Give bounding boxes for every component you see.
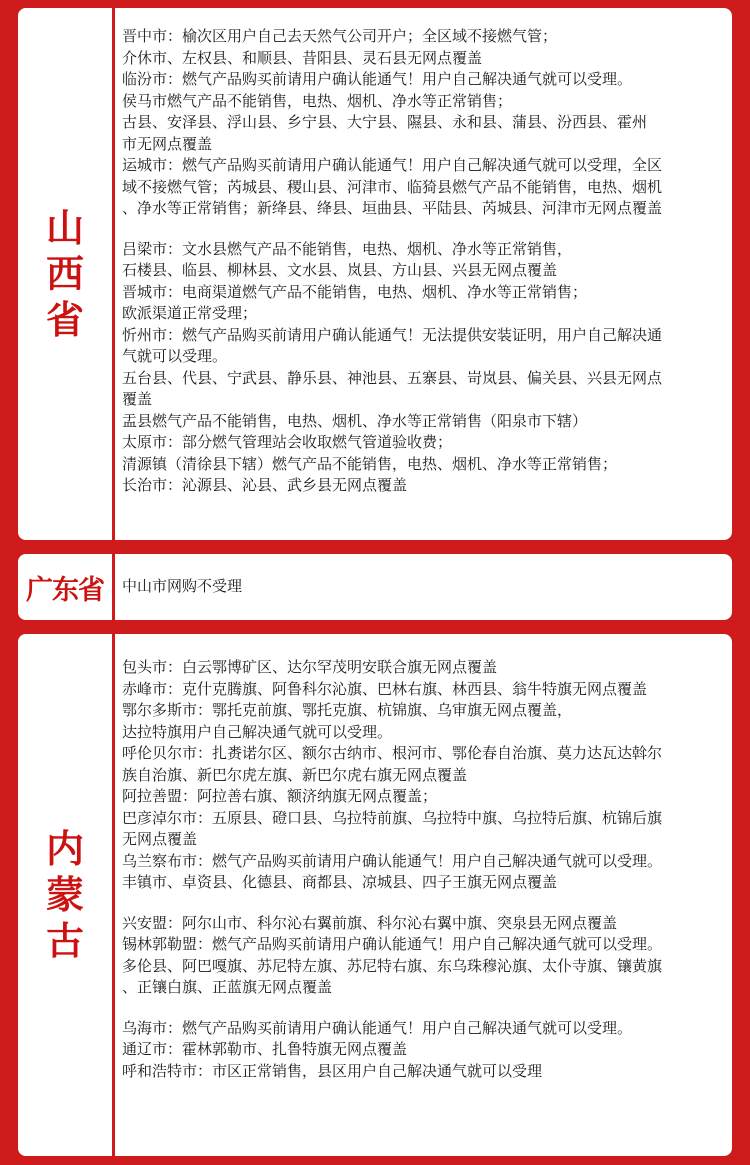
- info-line: 多伦县、阿巴嘎旗、苏尼特左旗、苏尼特右旗、东乌珠穆沁旗、太仆寺旗、镶黄旗: [122, 956, 663, 975]
- province-label-box: [18, 634, 112, 1156]
- info-line: 鄂尔多斯市：鄂托克前旗、鄂托克旗、杭锦旗、乌审旗无网点覆盖，: [122, 701, 573, 719]
- paragraph-gap: [122, 999, 720, 1018]
- info-line: 、净水等正常销售；新绛县、绛县、垣曲县、平陆县、芮城县、河津市无网点覆盖: [122, 199, 663, 217]
- section-guangdong: [18, 554, 732, 620]
- info-line: 晋城市：电商渠道燃气产品不能销售，电热、烟机、净水等正常销售；: [122, 282, 588, 301]
- province-label-box: [18, 8, 112, 540]
- info-line: 、正镶白旗、正蓝旗无网点覆盖: [122, 978, 333, 996]
- info-line: 达拉特旗用户自己解决通气就可以受理。: [122, 722, 393, 741]
- info-line: 盂县燃气产品不能销售，电热、烟机、净水等正常销售（阳泉市下辖）: [122, 411, 588, 430]
- section-divider: [112, 8, 115, 540]
- info-line: 呼伦贝尔市：扎赉诺尔区、额尔古纳市、根河市、鄂伦春自治旗、莫力达瓦达斡尔: [122, 744, 663, 762]
- info-line: 欧派渠道正常受理；: [122, 304, 258, 322]
- section-content: [122, 26, 720, 497]
- section-content: [122, 576, 720, 598]
- section-divider: [112, 634, 115, 1156]
- info-line: 族自治旗、新巴尔虎左旗、新巴尔虎右旗无网点覆盖: [122, 765, 468, 784]
- info-line: 覆盖: [122, 390, 153, 408]
- section-divider: [112, 554, 115, 620]
- info-line: 长治市：沁源县、沁县、武乡县无网点覆盖: [122, 476, 408, 494]
- info-line: 五台县、代县、宁武县、静乐县、神池县、五寨县、岢岚县、偏关县、兴县无网点: [122, 368, 663, 387]
- info-line: 清源镇（清徐县下辖）燃气产品不能销售，电热、烟机、净水等正常销售；: [122, 454, 618, 473]
- info-line: 临汾市：燃气产品购买前请用户确认能通气！用户自己解决通气就可以受理。: [122, 70, 633, 88]
- info-line: 赤峰市：克什克腾旗、阿鲁科尔沁旗、巴林右旗、林西县、翁牛特旗无网点覆盖: [122, 679, 648, 698]
- info-line: 介休市、左权县、和顺县、昔阳县、灵石县无网点覆盖: [122, 48, 483, 67]
- info-line: 古县、安泽县、浮山县、乡宁县、大宁县、隰县、永和县、蒲县、汾西县、霍州: [122, 113, 648, 131]
- info-line: 吕梁市：文水县燃气产品不能销售，电热、烟机、净水等正常销售，: [122, 239, 573, 258]
- section-shanxi: [18, 8, 732, 540]
- info-line: 忻州市：燃气产品购买前请用户确认能通气！无法提供安装证明，用户自己解决通: [122, 325, 663, 344]
- paragraph-gap: [122, 894, 720, 913]
- province-label-box: [18, 554, 112, 620]
- section-inner-mongolia: [18, 634, 732, 1156]
- info-line: 中山市网购不受理: [122, 577, 243, 595]
- info-line: 乌兰察布市：燃气产品购买前请用户确认能通气！用户自己解决通气就可以受理。: [122, 851, 663, 870]
- info-line: 丰镇市、卓资县、化德县、商都县、凉城县、四子王旗无网点覆盖: [122, 873, 558, 891]
- info-line: 阿拉善盟：阿拉善右旗、额济纳旗无网点覆盖；: [122, 787, 438, 805]
- info-line: 气就可以受理。: [122, 347, 228, 365]
- info-line: 锡林郭勒盟：燃气产品购买前请用户确认能通气！用户自己解决通气就可以受理。: [122, 935, 663, 953]
- info-line: 呼和浩特市：市区正常销售，县区用户自己解决通气就可以受理: [122, 1061, 543, 1080]
- paragraph-gap: [122, 220, 720, 239]
- info-line: 市无网点覆盖: [122, 134, 213, 153]
- province-name: 广东省: [26, 574, 104, 606]
- section-content: [122, 657, 720, 1082]
- info-line: 晋中市：榆次区用户自己去天然气公司开户；全区域不接燃气管；: [122, 27, 558, 45]
- province-name: 内蒙古: [45, 827, 84, 963]
- info-line: 域不接燃气管；芮城县、稷山县、河津市、临猗县燃气产品不能销售，电热、烟机: [122, 177, 663, 196]
- info-line: 包头市：白云鄂博矿区、达尔罕茂明安联合旗无网点覆盖: [122, 658, 498, 676]
- province-name: 山西省: [45, 206, 84, 342]
- info-line: 兴安盟：阿尔山市、科尔沁右翼前旗、科尔沁右翼中旗、突泉县无网点覆盖: [122, 913, 618, 932]
- info-line: 太原市：部分燃气管理站会收取燃气管道验收费；: [122, 433, 453, 451]
- info-line: 巴彦淖尔市：五原县、磴口县、乌拉特前旗、乌拉特中旗、乌拉特后旗、杭锦后旗: [122, 808, 663, 827]
- info-line: 乌海市：燃气产品购买前请用户确认能通气！用户自己解决通气就可以受理。: [122, 1018, 633, 1037]
- info-line: 运城市：燃气产品购买前请用户确认能通气！用户自己解决通气就可以受理，全区: [122, 156, 663, 174]
- info-line: 无网点覆盖: [122, 830, 198, 848]
- info-line: 通辽市：霍林郭勒市、扎鲁特旗无网点覆盖: [122, 1040, 408, 1058]
- info-line: 侯马市燃气产品不能销售，电热、烟机、净水等正常销售；: [122, 91, 513, 110]
- info-line: 石楼县、临县、柳林县、文水县、岚县、方山县、兴县无网点覆盖: [122, 261, 558, 279]
